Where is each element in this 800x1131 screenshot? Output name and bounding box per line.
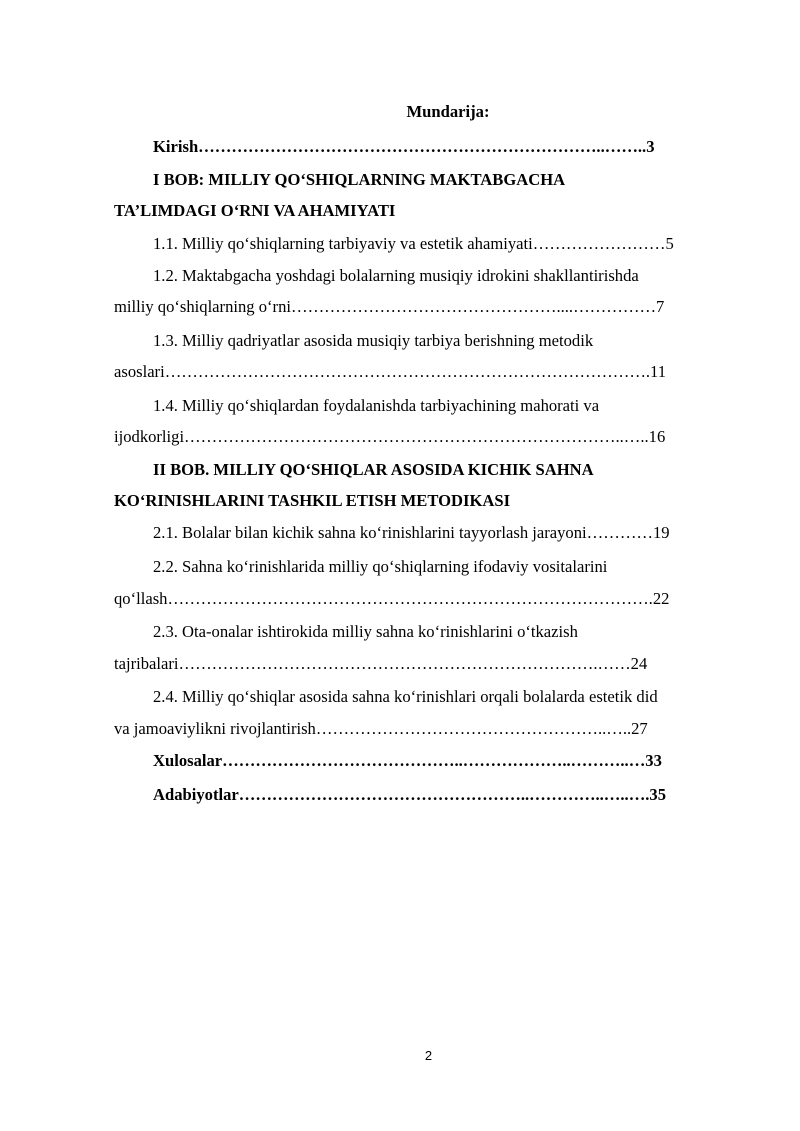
- toc-entry-2-1: 2.1. Bolalar bilan kichik sahna ko‘rinishlarini tayyorlash jarayoni…………19: [153, 523, 670, 542]
- toc-entry-1-2-line-2: milliy qo‘shiqlarning o‘rni…………………………………………....……………7: [114, 297, 665, 316]
- page-number: 2: [424, 1048, 433, 1063]
- toc-entry-2-2-line-1: 2.2. Sahna ko‘rinishlarida milliy qo‘shiqlarning ifodaviy vositalarini: [153, 557, 608, 576]
- toc-entry-2-3-line-1: 2.3. Ota-onalar ishtirokida milliy sahna ko‘rinishlarini o‘tkazish: [153, 622, 578, 641]
- toc-entry-2-4-line-1: 2.4. Milliy qo‘shiqlar asosida sahna ko‘rinishlari orqali bolalarda estetik did: [153, 687, 658, 706]
- toc-entry-2-3-line-2: tajribalari………………………………………………………………….……24: [114, 654, 648, 673]
- toc-entry-1-3-line-1: 1.3. Milliy qadriyatlar asosida musiqiy tarbiya berishning metodik: [153, 331, 594, 350]
- toc-entry-adabiyotlar: Adabiyotlar……………………………………………..…………..…..….35: [153, 785, 667, 804]
- toc-chapter-2-title-line-2: KO‘RINISHLARINI TASHKIL ETISH METODIKASI: [114, 491, 511, 510]
- toc-entry-1-3-line-2: asoslari…………………………………………………………………………….11: [114, 362, 667, 381]
- toc-entry-1-1: 1.1. Milliy qo‘shiqlarning tarbiyaviy va estetik ahamiyati……………………5: [153, 234, 674, 253]
- toc-entry-kirish: Kirish………………………………………………………………..……..3: [153, 137, 655, 156]
- toc-entry-xulosalar: Xulosalar……………………………………..………………..………..…33: [153, 751, 662, 770]
- toc-chapter-1-title-line-2: TA’LIMDAGI O‘RNI VA AHAMIYATI: [114, 201, 396, 220]
- toc-entry-2-2-line-2: qo‘llash…………………………………………………………………………….22: [114, 589, 670, 608]
- toc-entry-1-4-line-1: 1.4. Milliy qo‘shiqlardan foydalanishda tarbiyachining mahorati va: [153, 396, 600, 415]
- toc-chapter-1-title-line-1: I BOB: MILLIY QO‘SHIQLARNING MAKTABGACHA: [153, 170, 566, 189]
- toc-entry-2-4-line-2: va jamoaviylikni rivojlantirish……………………………………………..…..27: [114, 719, 648, 738]
- toc-chapter-2-title-line-1: II BOB. MILLIY QO‘SHIQLAR ASOSIDA KICHIK SAHNA: [153, 460, 594, 479]
- toc-heading: Mundarija:: [406, 102, 490, 121]
- toc-entry-1-2-line-1: 1.2. Maktabgacha yoshdagi bolalarning musiqiy idrokini shakllantirishda: [153, 266, 639, 285]
- toc-entry-1-4-line-2: ijodkorligi……………………………………………………………………..…..16: [114, 427, 666, 446]
